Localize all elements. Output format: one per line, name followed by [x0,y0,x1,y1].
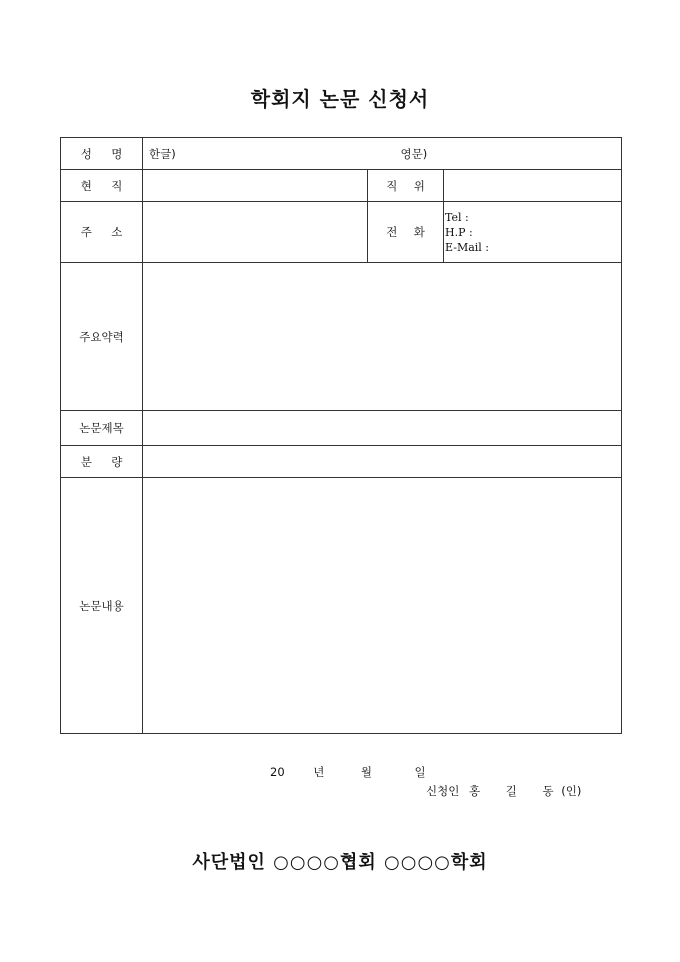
job-row [61,170,622,202]
organization-name: 사단법인 ○○○○협회 ○○○○학회 [192,852,488,873]
date-day-unit: 일 [414,765,426,779]
career-row [61,263,622,411]
phone-label: 전 화 [368,202,444,263]
content-row [61,478,622,734]
document-title: 학회지 논문 신청서 [250,87,430,111]
date-year-unit: 년 [313,765,325,779]
paper-title-row [61,411,622,446]
career-field[interactable] [143,263,622,411]
contact-field[interactable] [444,202,622,263]
email-label: E-Mail : [445,240,490,254]
name-label: 성 명 [61,138,143,170]
quantity-field[interactable] [143,446,622,478]
applicant-label: 신청인 [426,784,460,798]
address-row [61,202,622,263]
application-form [60,137,622,734]
date-month-unit: 월 [360,765,372,779]
applicant-name-3: 동 [542,784,554,798]
position-label: 직 위 [368,170,444,202]
name-english-label: 영문) [400,146,428,161]
name-field[interactable] [143,138,622,170]
date-year: 20 [270,765,285,779]
paper-title-field[interactable] [143,411,622,446]
content-label: 논문내용 [61,478,143,734]
name-korean-label: 한글) [149,146,176,161]
name-row [61,138,622,170]
hp-label: H.P : [445,225,473,239]
position-field[interactable] [444,170,622,202]
tel-label: Tel : [445,210,469,224]
content-field[interactable] [143,478,622,734]
address-label: 주 소 [61,202,143,263]
job-field[interactable] [143,170,368,202]
quantity-label: 분 량 [61,446,143,478]
date-line [270,764,426,780]
applicant-name-1: 홍 [468,784,481,798]
applicant-seal: (인) [561,784,582,798]
quantity-row [61,446,622,478]
applicant-line [426,783,581,799]
job-label: 현 직 [61,170,143,202]
paper-title-label: 논문제목 [61,411,143,446]
address-field[interactable] [143,202,368,263]
applicant-name-2: 길 [505,784,517,798]
career-label: 주요약력 [61,263,143,411]
